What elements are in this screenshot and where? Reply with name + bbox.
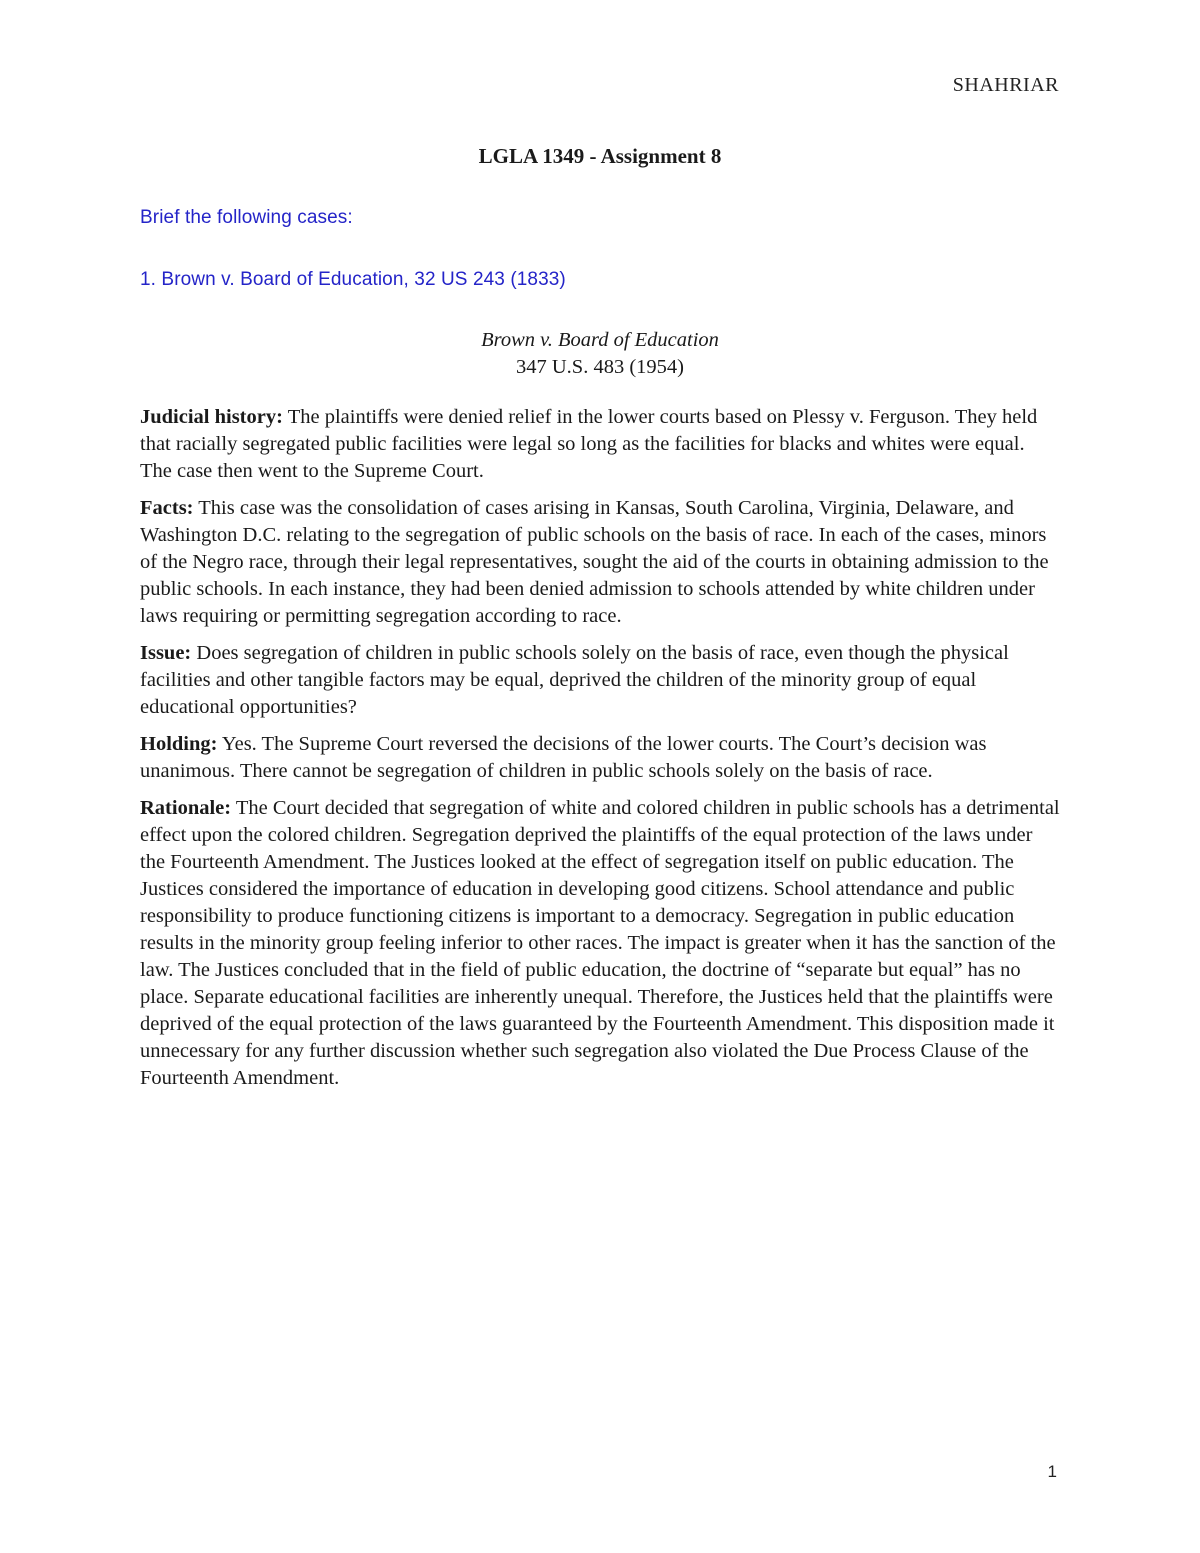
case-list-item: 1. Brown v. Board of Education, 32 US 243 (1833) [140,269,566,290]
section-label: Facts: [140,497,194,519]
assignment-prompt: Brief the following cases: [140,207,353,228]
section-judicial-history [140,404,1060,485]
section-text: Does segregation of children in public schools solely on the basis of race, even though the physical facilities and other tangible factors may be equal, deprived the children of the minority group of equal educational opportunities? [140,642,1009,718]
section-issue [140,640,1060,721]
section-text: The plaintiffs were denied relief in the lower courts based on Plessy v. Ferguson. They held that racially segregated public facilities were legal so long as the facilities for blacks and whites were equal. The case then went to the Supreme Court. [140,406,1038,482]
document-title: LGLA 1349 - Assignment 8 [478,144,722,168]
section-label: Holding: [140,733,218,755]
section-text: Yes. The Supreme Court reversed the decisions of the lower courts. The Court’s decision was unanimous. There cannot be segregation of children in public schools solely on the basis of race. [140,733,987,782]
page-number: 1 [1047,1462,1057,1481]
section-text: The Court decided that segregation of white and colored children in public schools has a detrimental effect upon the colored children. Segregation deprived the plaintiffs of the equal protection of the laws under the Fourteenth Amendment. The Justices looked at the effect of segregation itself on public education. The Justices considered the importance of education in developing good citizens. School attendance and public responsibility to produce functioning citizens is important to a democracy. Segregation in public education results in the minority group feeling inferior to other races. The impact is greater when it has the sanction of the law. The Justices concluded that in the field of public education, the doctrine of “separate but equal” has no place. Separate educational facilities are inherently unequal. Therefore, the Justices held that the plaintiffs were deprived of the equal protection of the laws guaranteed by the Fourteenth Amendment. This disposition made it unnecessary for any further discussion whether such segregation also violated the Due Process Clause of the Fourteenth Amendment. [140,797,1060,1089]
header-author-name: SHAHRIAR [952,74,1059,96]
section-holding [140,731,1060,785]
case-name-heading: Brown v. Board of Education [481,329,719,351]
section-label: Judicial history: [140,406,283,428]
section-rationale [140,795,1060,1092]
section-label: Rationale: [140,797,232,819]
section-text: This case was the consolidation of cases arising in Kansas, South Carolina, Virginia, Delaware, and Washington D.C. relating to the segregation of public schools on the basis of race. In each of the cases, minors of the Negro race, through their legal representatives, sought the aid of the courts in obtaining admission to the public schools. In each instance, they had been denied admission to schools attended by white children under laws requiring or permitting segregation according to race. [140,497,1049,627]
section-label: Issue: [140,642,192,664]
document-body [140,143,1060,1102]
case-citation: 347 U.S. 483 (1954) [516,356,684,378]
section-facts [140,495,1060,630]
